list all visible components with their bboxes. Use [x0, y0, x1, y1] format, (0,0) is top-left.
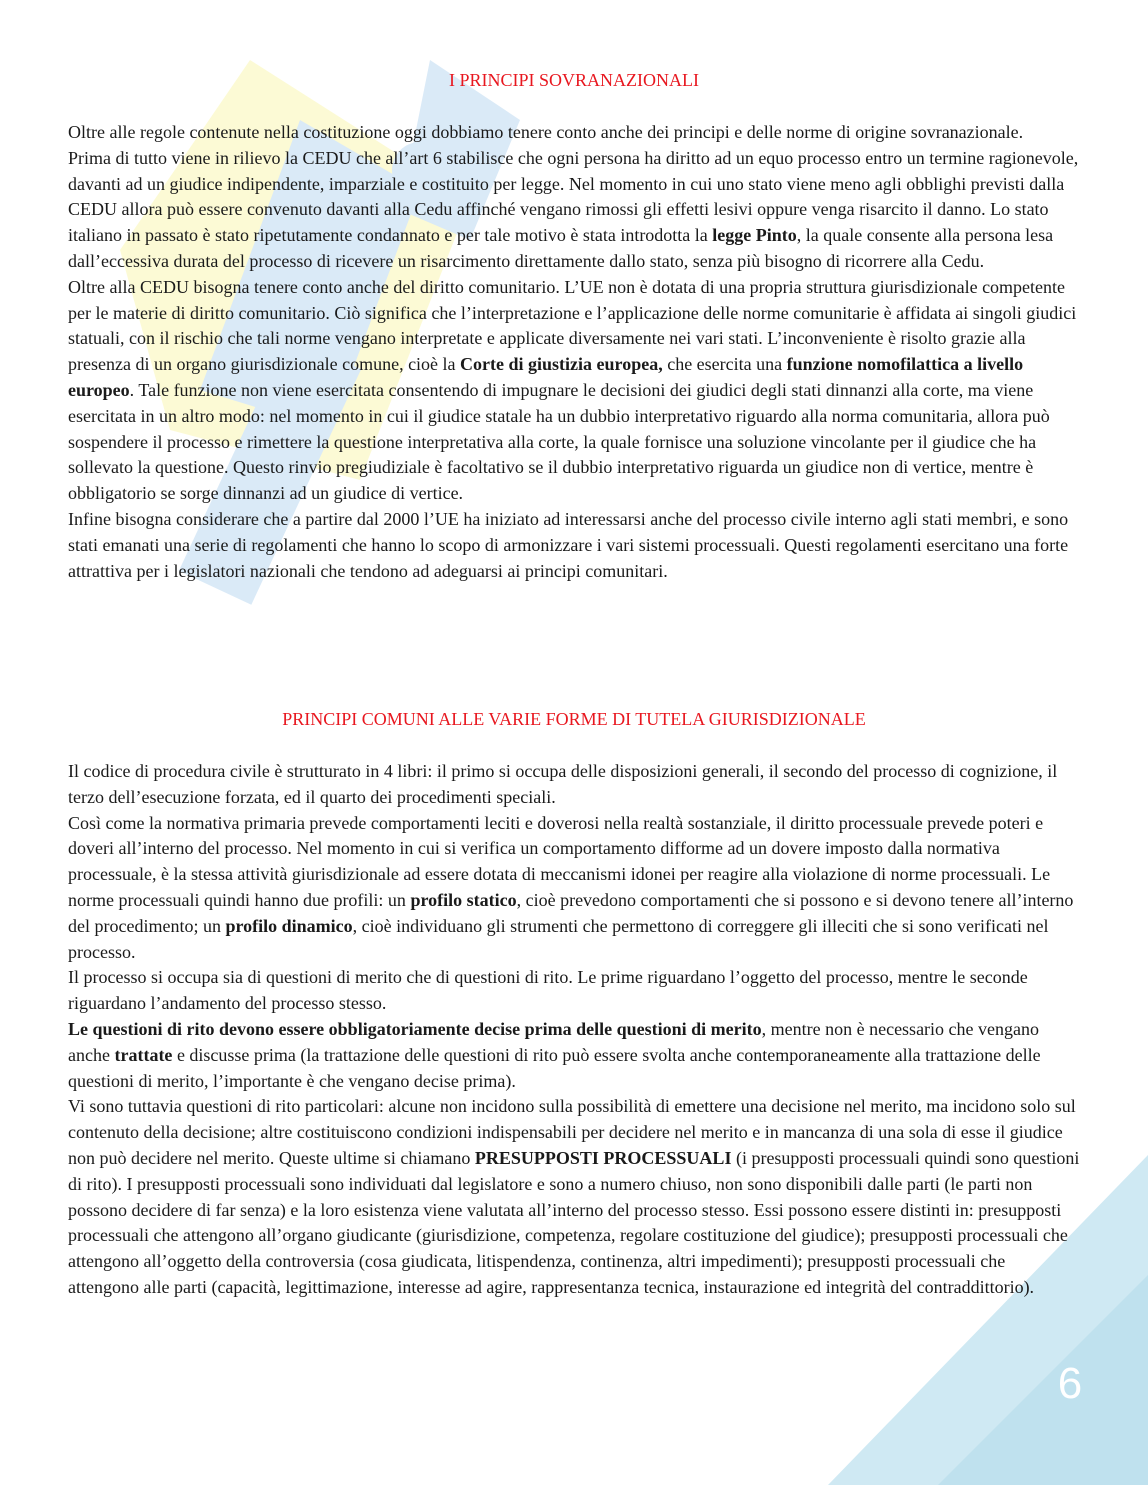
section-body-principi-comuni: [68, 759, 1080, 1301]
text-run: (i presupposti processuali quindi sono questioni di rito). I presupposti processuali sono individuati dal legislatore e sono a numero chiuso, non sono disponibili dalle parti (le parti non possono decidere di far senza) e la loro esistenza viene valutata all’interno del processo stesso. Essi possono essere distinti in: presupposti processuali che attengono all’organo giudicante (giurisdizione, competenza, regolare costituzione del giudice); presupposti processuali che attengono all’oggetto della controversia (cosa giudicata, litispendenza, continenza, altri impedimenti); presupposti processuali che attengono alle parti (capacità, legittimazione, interesse ad agire, rappresentanza tecnica, instaurazione ed integrità del contraddittorio).: [68, 1147, 1080, 1297]
paragraph: [68, 507, 1080, 584]
bold-text: legge Pinto: [712, 225, 797, 246]
text-run: Il codice di procedura civile è strutturato in 4 libri: il primo si occupa delle disposizioni generali, il secondo del processo di cognizione, il terzo dell’esecuzione forzata, ed il quarto dei procedimenti speciali.: [68, 761, 1058, 807]
text-run: , cioè prevedono comportamenti che si possono e si devono tenere all’interno del procedimento; un: [68, 889, 1074, 936]
paragraph: [68, 275, 1080, 507]
text-run: che esercita una: [662, 354, 787, 375]
paragraph: [68, 120, 1080, 146]
section-title-principi-comuni: PRINCIPI COMUNI ALLE VARIE FORME DI TUTELA GIURISDIZIONALE: [282, 709, 866, 729]
section-title-principi-sovranazionali: I PRINCIPI SOVRANAZIONALI: [449, 70, 699, 90]
paragraph: [68, 1017, 1080, 1094]
text-run: e discusse prima (la trattazione delle questioni di rito può essere svolta anche contemporaneamente alla trattazione delle questioni di merito, l’importante è che vengano decise prima).: [68, 1044, 1041, 1091]
section-body-principi-sovranazionali: [68, 120, 1080, 584]
text-run: Infine bisogna considerare che a partire dal 2000 l’UE ha iniziato ad interessarsi anche del processo civile interno agli stati membri, e sono stati emanati una serie di regolamenti che hanno lo scopo di armonizzare i vari sistemi processuali. Questi regolamenti esercitano una forte attrattiva per i legislatori nazionali che tendono ad adeguarsi ai principi comunitari.: [68, 508, 1069, 581]
bold-text: PRESUPPOSTI PROCESSUALI: [474, 1147, 732, 1168]
paragraph: [68, 146, 1080, 275]
text-run: Vi sono tuttavia questioni di rito particolari: alcune non incidono sulla possibilità di emettere una decisione nel merito, ma incidono solo sul contenuto della decisione; altre costituiscono condizioni indispensabili per decidere nel merito e in mancanza di una sola di esse il giudice non può decidere nel merito. Queste ultime si chiamano: [68, 1096, 1076, 1168]
bold-text: Corte di giustizia europea,: [460, 354, 663, 375]
text-run: . Tale funzione non viene esercitata consentendo di impugnare le decisioni dei giudici degli stati dinnanzi alla corte, ma viene esercitata in un altro modo: nel momento in cui il giudice statale ha un dubbio interpretativo riguardo alla norma comunitaria, allora può sospendere il processo e rimettere la questione interpretativa alla corte, la quale fornisce una soluzione vincolante per il giudice che ha sollevato la questione. Questo rinvio pregiudiziale è facoltativo se il dubbio interpretativo riguarda un giudice non di vertice, mentre è obbligatorio se sorge dinnanzi ad un giudice di vertice.: [68, 379, 1050, 504]
bold-text: funzione nomofilattica a livello europeo: [68, 354, 1024, 400]
paragraph: [68, 965, 1080, 1017]
text-run: , la quale consente alla persona lesa dall’eccessiva durata del processo di ricevere un risarcimento direttamente dallo stato, senza più bisogno di ricorrere alla Cedu.: [68, 225, 1054, 271]
page-number: 6: [1057, 1359, 1083, 1408]
text-run: Così come la normativa primaria prevede comportamenti leciti e doverosi nella realtà sostanziale, il diritto processuale prevede poteri e doveri all’interno del processo. Nel momento in cui si verifica un comportamento difforme ad un dovere imposto dalla normativa processuale, è la stessa attività giurisdizionale ad essere dotata di meccanismi idonei per reagire alla violazione di norme processuali. Le norme processuali quindi hanno due profili: un: [68, 812, 1051, 910]
paragraph: [68, 811, 1080, 966]
bold-text: Le questioni di rito devono essere obbligatoriamente decise prima delle questioni di merito: [68, 1018, 762, 1039]
text-run: Prima di tutto viene in rilievo la CEDU che all’art 6 stabilisce che ogni persona ha diritto ad un equo processo entro un termine ragionevole, davanti ad un giudice indipendente, imparziale e costituito per legge. Nel momento in cui uno stato viene meno agli obblighi previsti dalla CEDU allora può essere convenuto davanti alla Cedu affinché vengano rimossi gli effetti lesivi oppure venga risarcito il danno. Lo stato italiano in passato è stato ripetutamente condannato e per tale motivo è stata introdotta la: [68, 147, 1079, 246]
text-run: Oltre alla CEDU bisogna tenere conto anche del diritto comunitario. L’UE non è dotata di una propria struttura giurisdizionale competente per le materie di diritto comunitario. Ciò significa che l’interpretazione e l’applicazione delle norme comunitarie è affidata ai singoli giudici statuali, con il rischio che tali norme vengano interpretate e applicate diversamente nei vari stati. L’inconveniente è risolto grazie alla presenza di un organo giurisdizionale comune, cioè la: [68, 276, 1077, 375]
text-run: Il processo si occupa sia di questioni di merito che di questioni di rito. Le prime riguardano l’oggetto del processo, mentre le seconde riguardano l’andamento del processo stesso.: [68, 967, 1028, 1014]
text-run: , mentre non è necessario che vengano anche: [68, 1018, 1040, 1065]
bold-text: trattate: [114, 1044, 173, 1065]
text-run: , cioè individuano gli strumenti che permettono di correggere gli illeciti che si sono verificati nel processo.: [68, 915, 1049, 962]
paragraph: [68, 759, 1080, 811]
paragraph: [68, 1094, 1080, 1300]
bold-text: profilo dinamico: [225, 915, 353, 936]
text-run: Oltre alle regole contenute nella costituzione oggi dobbiamo tenere conto anche dei principi e delle norme di origine sovranazionale.: [68, 122, 1024, 142]
bold-text: profilo statico: [410, 889, 517, 910]
